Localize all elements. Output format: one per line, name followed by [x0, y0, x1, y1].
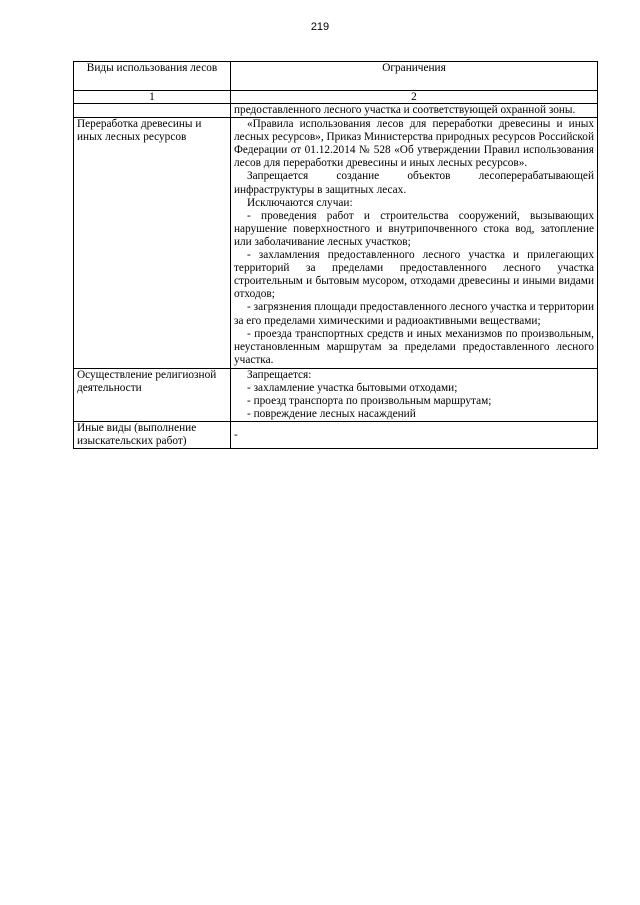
table-row — [74, 104, 598, 118]
column-number-1: 1 — [74, 91, 231, 104]
table-row — [74, 422, 598, 449]
restrictions-cell — [231, 422, 598, 449]
table-header-row — [74, 62, 598, 91]
restriction-paragraph: - загрязнения площади предоставленного лесного участка и территории за его пределами химическими и радиоактивными веществами; — [234, 301, 594, 327]
restriction-paragraph: «Правила использования лесов для переработки древесины и иных лесных ресурсов», Приказ Министерства природных ресурсов Российской Федерации от 01.12.2014 № 528 «Об утверждении Правил использования лесов для переработки древесины и иных лесных ресурсов». — [234, 118, 594, 170]
header-restrictions: Ограничения — [231, 62, 598, 91]
restrictions-cell — [231, 104, 598, 118]
restriction-paragraph: - захламления предоставленного лесного участка и прилегающих территорий за пределами предоставленного лесного участка строительным и бытовым мусором, отходами древесины и иными видами отходов; — [234, 249, 594, 301]
usage-type-cell: Осуществление религиозной деятельности — [74, 368, 231, 421]
restriction-paragraph: - проведения работ и строительства сооружений, вызывающих нарушение поверхностного и внутрипочвенного стока вод, затопление или заболачивание лесных участков; — [234, 209, 594, 248]
restriction-paragraph: - захламление участка бытовыми отходами; — [247, 381, 458, 394]
restriction-paragraph: - — [234, 428, 238, 441]
restriction-paragraph: - повреждение лесных насаждений — [247, 408, 416, 421]
restrictions-cell — [231, 368, 598, 421]
restrictions-cell — [231, 118, 598, 369]
restriction-paragraph: Запрещается: — [247, 368, 312, 381]
page-number: 219 — [310, 21, 330, 33]
restriction-paragraph: - проезд транспорта по произвольным маршрутам; — [247, 395, 492, 408]
usage-type-cell: Иные виды (выполнение изыскательских работ) — [74, 422, 231, 449]
column-number-row — [74, 91, 598, 104]
restrictions-table — [73, 61, 598, 449]
table-row — [74, 368, 598, 421]
table-row — [74, 118, 598, 369]
restriction-paragraph: - проезда транспортных средств и иных механизмов по произвольным, неустановленным маршрутам за пределами предоставленного лесного участка. — [234, 327, 594, 366]
restriction-paragraph: Запрещается создание объектов лесоперерабатывающей инфраструктуры в защитных лесах. — [234, 170, 594, 196]
column-number-2: 2 — [231, 91, 598, 104]
restriction-paragraph: предоставленного лесного участка и соответствующей охранной зоны. — [234, 104, 576, 116]
usage-type-cell: Переработка древесины и иных лесных ресурсов — [74, 118, 231, 369]
usage-type-cell — [74, 104, 231, 118]
restriction-paragraph: Исключаются случаи: — [247, 196, 353, 209]
header-usage-types: Виды использования лесов — [74, 62, 231, 91]
